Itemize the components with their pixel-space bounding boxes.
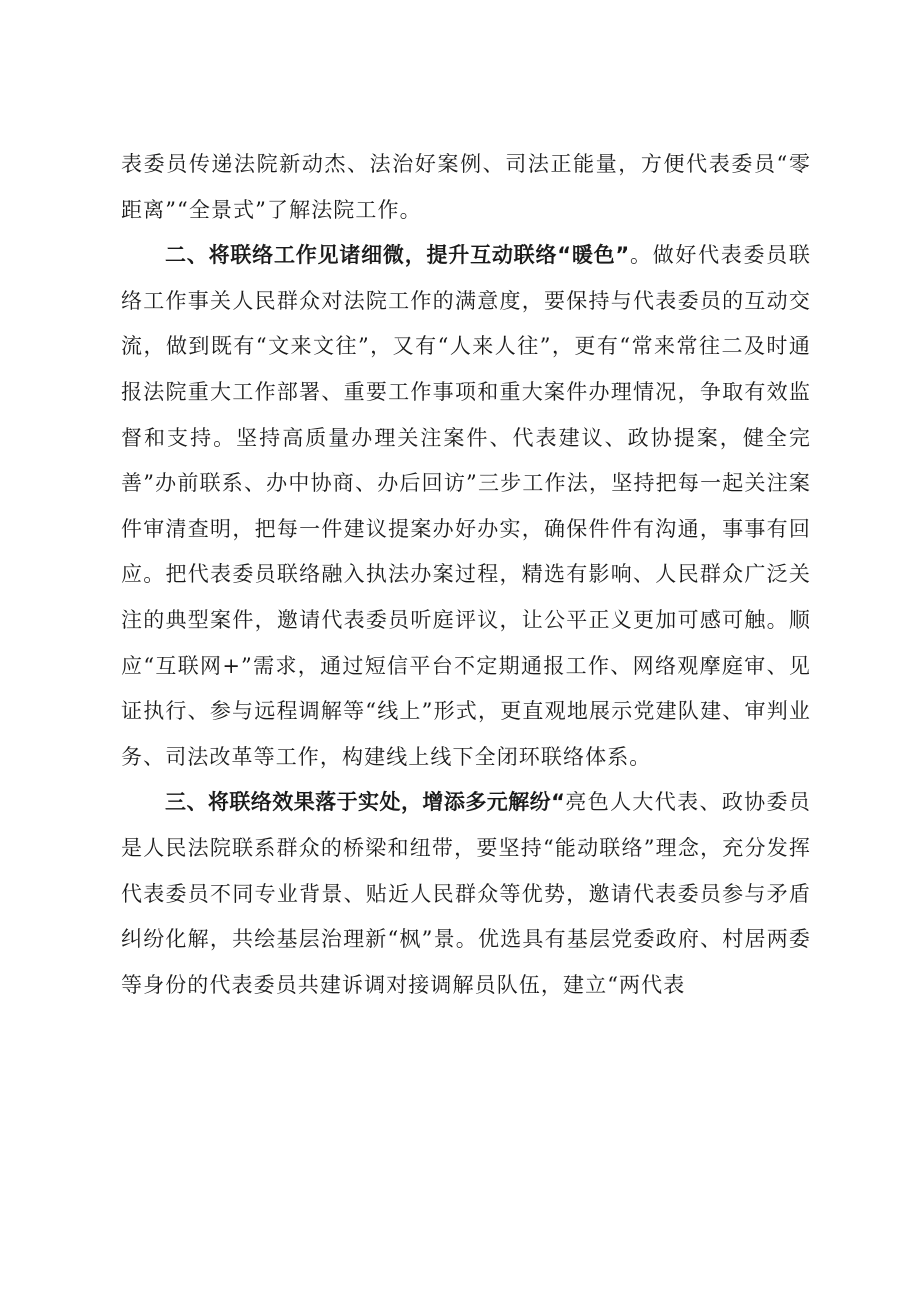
- paragraph-text: 亮色人大代表、政协委员是人民法院联系群众的桥梁和纽带，要坚持“能动联络”理念，充分发挥代表委员不同专业背景、贴近人民群众等优势，邀请代表委员参与矛盾纠纷化解，共绘基层治理新“枫”景。优选具有基层党委政府、村居两委等身份的代表委员共建诉调对接调解员队伍，建立“两代表: [121, 790, 811, 997]
- paragraph-text: 表委员传递法院新动杰、法治好案例、司法正能量，方便代表委员“零距离”“全景式”了解法院工作。: [121, 152, 811, 222]
- section-heading: 三、将联络效果落于实处，增添多元解纷“: [165, 790, 566, 815]
- document-body: [121, 142, 811, 1008]
- section-heading: 二、将联络工作见诸细微，提升互动联络“暖色”: [165, 243, 630, 268]
- paragraph-section-three: [121, 780, 811, 1008]
- paragraph-text: 。做好代表委员联络工作事关人民群众对法院工作的满意度，要保持与代表委员的互动交流，做到既有“文来文往”，又有“人来人往”，更有“常来常往二及时通报法院重大工作部署、重要工作事项和重大案件办理情况，争取有效监督和支持。坚持高质量办理关注案件、代表建议、政协提案，健全完善”办前联系、办中协商、办后回访”三步工作法，坚持把每一起关注案件审清查明，把每一件建议提案办好办实，确保件件有沟通，事事有回应。把代表委员联络融入执法办案过程，精选有影响、人民群众广泛关注的典型案件，邀请代表委员听庭评议，让公平正义更加可感可触。顺应“互联网+”需求，通过短信平台不定期通报工作、网络观摩庭审、见证执行、参与远程调解等“线上”形式，更直观地展示党建队建、审判业务、司法改革等工作，构建线上线下全闭环联络体系。: [121, 243, 811, 769]
- paragraph-continuation: [121, 142, 811, 233]
- paragraph-section-two: [121, 233, 811, 780]
